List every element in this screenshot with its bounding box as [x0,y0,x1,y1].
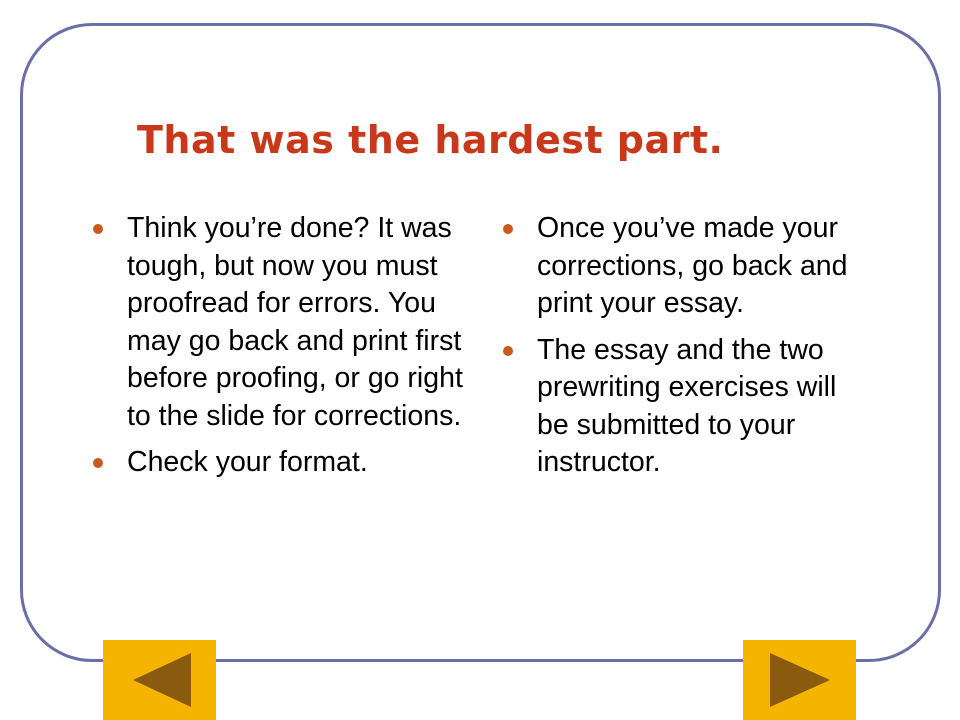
bullet-item [90,210,475,435]
bullet-text: Check your format. [127,446,368,478]
bullet-dot-icon [93,224,103,234]
slide-title: That was the hardest part. [137,118,724,162]
bullet-dot-icon [503,224,513,234]
bullet-item [500,332,860,482]
bullet-dot-icon [93,458,103,468]
right-bullet-list [500,210,860,491]
triangle-left-icon [103,640,216,720]
left-bullet-list [90,210,475,491]
bullet-text: The essay and the two prewriting exercises will be submitted to your instructor. [537,333,837,478]
bullet-text: Once you’ve made your corrections, go back and print your essay. [537,212,848,319]
triangle-right-icon [743,640,856,720]
next-slide-button[interactable] [743,640,856,720]
bullet-item [90,444,475,482]
bullet-text: Think you’re done? It was tough, but now you must proofread for errors. You may go back and print first before proofing, or go right to the slide for corrections. [127,212,463,432]
previous-slide-button[interactable] [103,640,216,720]
bullet-item [500,210,860,323]
bullet-dot-icon [503,346,513,356]
